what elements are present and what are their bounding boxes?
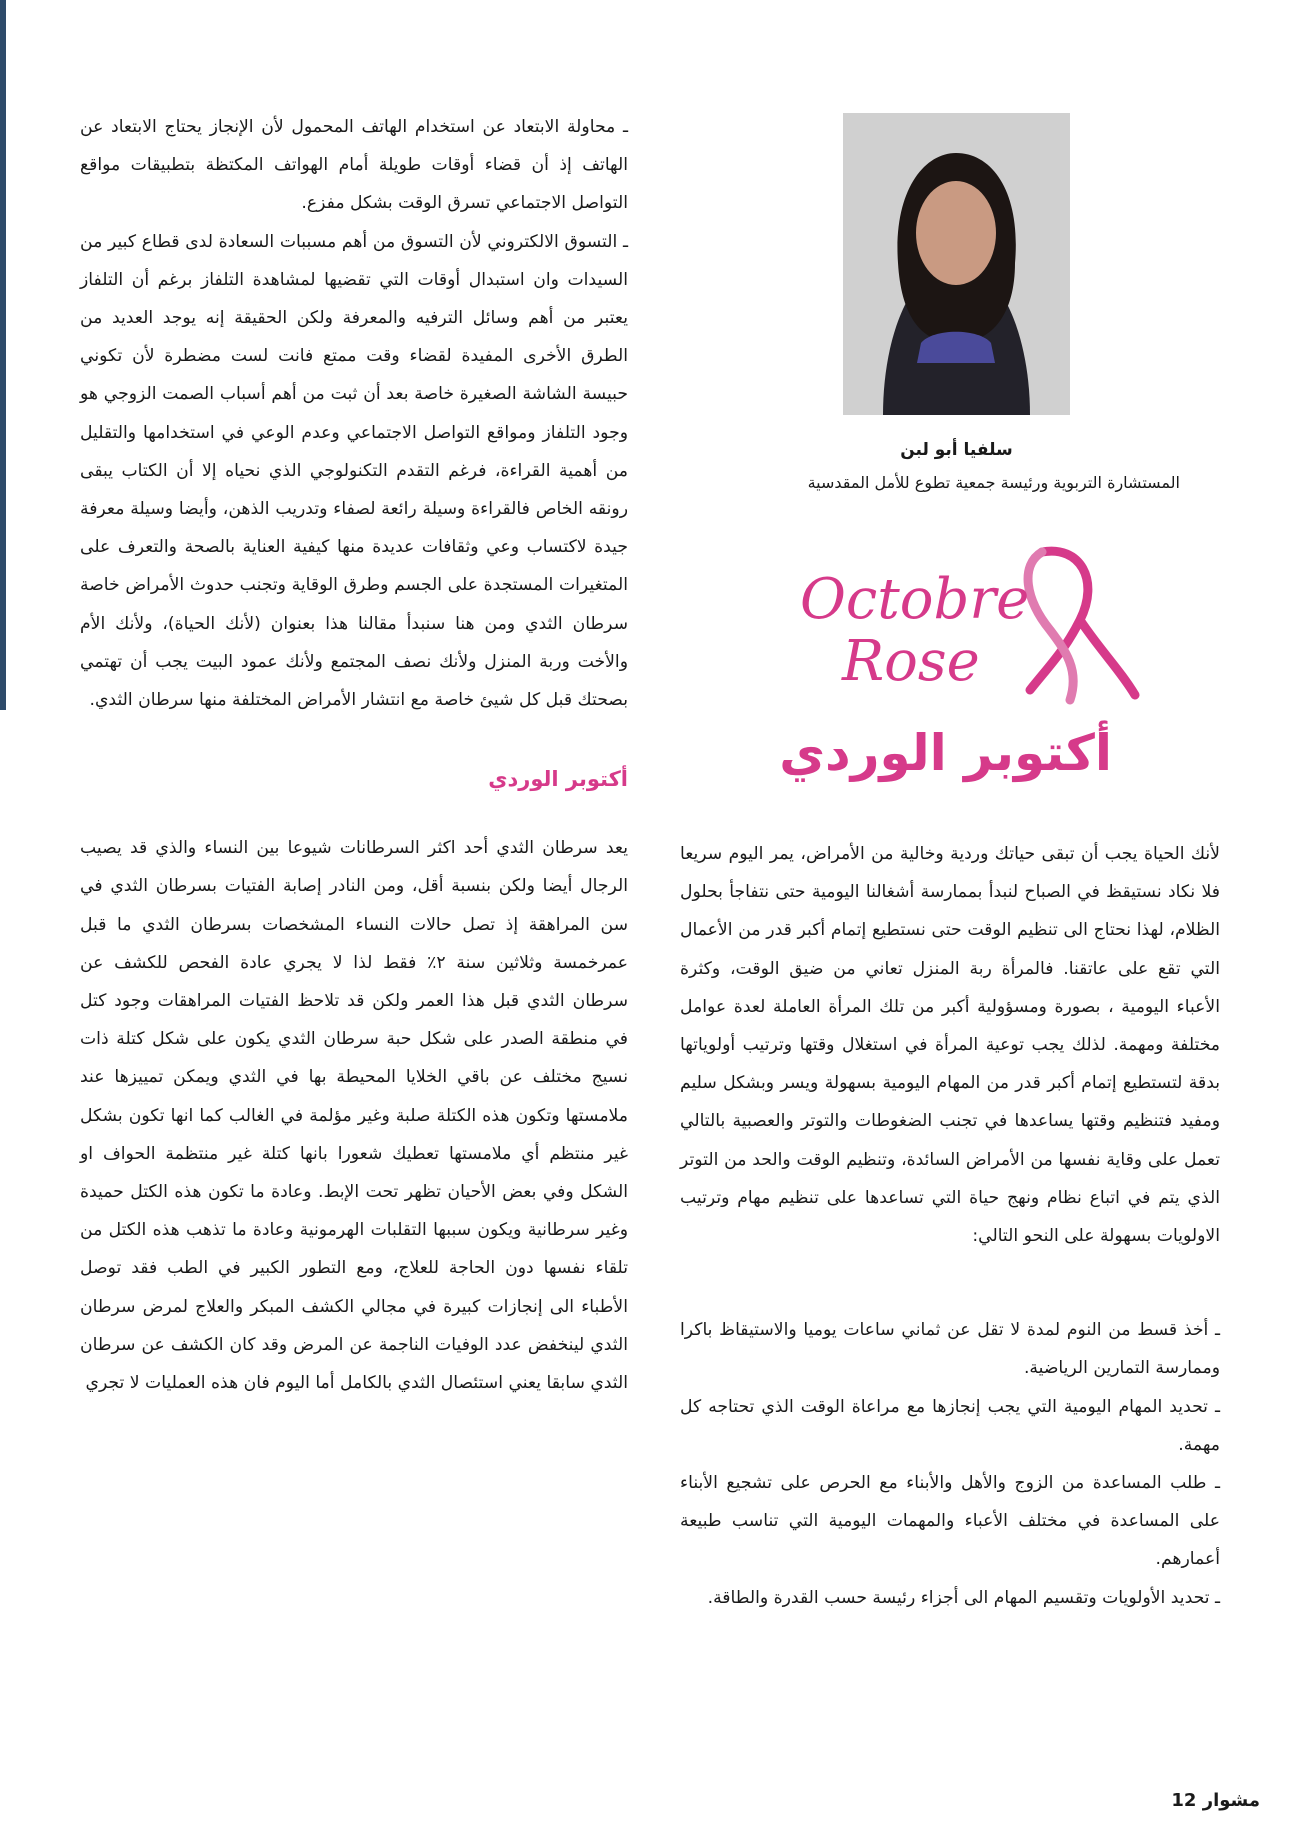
page-footer: [1160, 1790, 1260, 1811]
paragraph-gap: [680, 1255, 1220, 1311]
right-column: [680, 835, 1220, 1617]
paragraph-online-shopping: ـ التسوق الالكتروني لأن التسوق من أهم مسببات السعادة لدى قطاع كبير من السيدات وان استبدال أوقات التي تقضيها لمشاهدة التلفاز برغم أن التلفاز يعتبر من أهم وسائل الترفيه والمعرفة ولكن الحقيقة إنه يوجد العديد من الطرق الأخرى المفيدة لقضاء وقت ممتع فانت لست مضطرة لأن تكوني حبيسة الشاشة الصغيرة خاصة بعد أن ثبت من أهم أسباب الصمت الزوجي هو وجود التلفاز ومواقع التواصل الاجتماعي وعدم الوعي في استخدامها والتقليل من أهمية القراءة، فرغم التقدم التكنولوجي الذي نحياه إلا أن الكتاب يبقى رونقه الخاص فالقراءة وسيلة رائعة لصفاء وتدريب الذهن، وأيضا وسيلة معرفة جيدة لاكتساب وعي وثقافات عديدة منها كيفية العناية بالصحة والتعرف على المتغيرات المستجدة على الجسم وطرق الوقاية وتجنب حدوث الأمراض خاصة سرطان الثدي ومن هنا سنبدأ مقالنا هذا بعنوان (لأنك الحياة)، ولأنك الأم والأخت وربة المنزل ولأنك نصف المجتمع ولأنك عمود البيت يجب أن تهتمي بصحتك قبل كل شيئ خاصة مع انتشار الأمراض المختلفة منها سرطان الثدي.: [80, 231, 628, 711]
left-column: [80, 108, 628, 1402]
bullet-daily-tasks: ـ تحديد المهام اليومية التي يجب إنجازها مع مراعاة الوقت الذي تحتاجه كل مهمة.: [680, 1396, 1220, 1455]
page-edge-bar: [0, 0, 6, 710]
page-number: 12: [1171, 1790, 1197, 1811]
paragraph-intro: لأنك الحياة يجب أن تبقى حياتك وردية وخالية من الأمراض، يمر اليوم سريعا فلا نكاد نستيقظ في الصباح لنبدأ بممارسة أشغالنا اليومية حتى نتفاجأ بحلول الظلام، لهذا نحتاج الى تنظيم الوقت حتى نستطيع إتمام أكبر قدر من الأعمال التي تقع على عاتقنا. فالمرأة ربة المنزل تعاني من ضيق الوقت، وكثرة الأعباء اليومية ، بصورة ومسؤولية أكبر من تلك المرأة العاملة لعدة عوامل مختلفة ومهمة. لذلك يجب توعية المرأة في استغلال وقتها وترتيب أولوياتها بدقة لتستطيع إتمام أكبر قدر من المهام اليومية بسهولة ويسر وبشكل سليم ومفيد فتنظيم وقتها يساعدها في تجنب الضغوطات والتوتر والعصبية بالتالي تعمل على وقاية نفسها من الأمراض السائدة، وتنظيم الوقت والحد من التوتر الذي يتم في اتباع نظام ونهج حياة التي تساعدها على تنظيم مهام وترتيب الاولويات بسهولة على النحو التالي:: [680, 844, 1220, 1247]
paragraph-phone-avoidance: ـ محاولة الابتعاد عن استخدام الهاتف المحمول لأن الإنجاز يحتاج الابتعاد عن الهاتف إذ أن قضاء أوقات طويلة أمام الهواتف المكتظة بتطبيقات مواقع التواصل الاجتماعي تسرق الوقت بشكل مفزع.: [80, 117, 628, 214]
bullet-ask-help: ـ طلب المساعدة من الزوج والأهل والأبناء مع الحرص على تشجيع الأبناء على المساعدة في مختلف الأعباء والمهمات اليومية التي تناسب طبيعة أعمارهم.: [680, 1473, 1220, 1570]
author-photo: [843, 113, 1070, 415]
author-role: المستشارة التربوية ورئيسة جمعية تطوع للأمل المقدسية: [807, 473, 1180, 492]
paragraph-breast-cancer: يعد سرطان الثدي أحد اكثر السرطانات شيوعا بين النساء والذي قد يصيب الرجال أيضا ولكن بنسبة أقل، ومن النادر إصابة الفتيات بسرطان الثدي في سن المراهقة إذ تصل حالات النساء المشخصات بسرطان الثدي ما قبل عمرخمسة وثلاثين سنة ٢٪ فقط لذا لا يجري عادة الفحص للكشف عن سرطان الثدي قبل هذا العمر ولكن قد تلاحظ الفتيات المراهقات وجود كتل في منطقة الصدر على شكل حبة سرطان الثدي يكون على شكل كتلة ذات نسيج مختلف عن باقي الخلايا المحيطة بها في الثدي ويمكن تمييزها عند ملامستها وتكون هذه الكتلة صلبة وغير مؤلمة في الغالب كما انها تكون بشكل غير منتظم أي ملامستها تعطيك شعورا بانها كتلة غير منتظمة الحواف او الشكل وفي بعض الأحيان تظهر تحت الإبط. وعادة ما تكون هذه الكتل حميدة وغير سرطانية ويكون سببها التقلبات الهرمونية وعادة ما تذهب هذه الكتل من تلقاء نفسها دون الحاجة للعلاج، ومع التطور الكبير في الطب فقد توصل الأطباء الى إنجازات كبيرة في مجالي الكشف المبكر والعلاج لمرض سرطان الثدي لينخفض عدد الوفيات الناجمة عن المرض وقد كان الكشف عن سرطان الثدي سابقا يعني استئصال الثدي بالكامل أما اليوم فان هذه العمليات لا تجري: [80, 838, 628, 1394]
octobre-rose-logo: [780, 540, 1140, 720]
article-title: أكتوبر الوردي: [779, 724, 1112, 782]
bullet-sleep: ـ أخذ قسط من النوم لمدة لا تقل عن ثماني ساعات يوميا والاستيقاظ باكرا وممارسة التمارين الرياضية.: [680, 1320, 1220, 1379]
magazine-name: مشوار: [1202, 1790, 1260, 1811]
pink-ribbon-icon: [780, 540, 1140, 720]
bullet-priorities: ـ تحديد الأولويات وتقسيم المهام الى أجزاء رئيسة حسب القدرة والطاقة.: [707, 1587, 1220, 1608]
logo-line-1: Octobre: [800, 567, 1030, 632]
author-name: سلفيا أبو لبن: [900, 440, 1013, 460]
logo-line-2: Rose: [842, 629, 980, 694]
portrait-photo-icon: [843, 113, 1070, 415]
section-subheading: أكتوبر الوردي: [488, 767, 628, 792]
